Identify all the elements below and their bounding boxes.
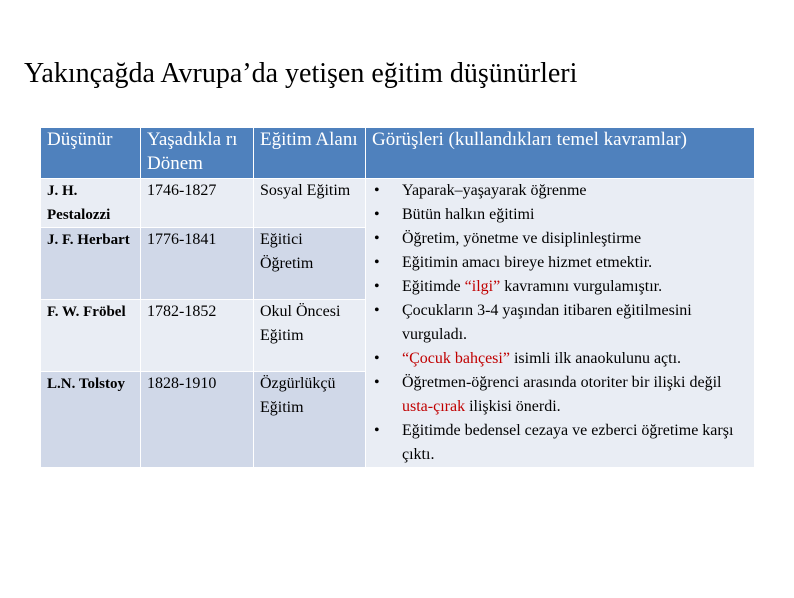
view-item: • Yaparak–yaşayarak öğrenme	[372, 179, 748, 203]
thinkers-table	[40, 127, 755, 468]
table-header-row	[41, 128, 755, 179]
thinker-field: Sosyal Eğitim	[254, 179, 366, 228]
highlight-text: usta-çırak	[402, 398, 466, 415]
thinker-period: 1782-1852	[141, 300, 254, 372]
view-item: • Bütün halkın eğitimi	[372, 203, 748, 227]
view-item: • Çocukların 3-4 yaşından itibaren eğitilmesini vurguladı.	[372, 299, 748, 347]
view-item: • Eğitimde “ilgi” kavramını vurgulamıştır.	[372, 275, 748, 299]
table-row	[41, 179, 755, 228]
header-views: Görüşleri (kullandıkları temel kavramlar)	[366, 128, 755, 179]
view-item: • Eğitimin amacı bireye hizmet etmektir.	[372, 251, 748, 275]
view-item: • Öğretmen-öğrenci arasında otoriter bir ilişki değil usta-çırak ilişkisi önerdi.	[372, 371, 748, 419]
view-item: • “Çocuk bahçesi” isimli ilk anaokulunu açtı.	[372, 347, 748, 371]
view-item: • Eğitimde bedensel cezaya ve ezberci öğretime karşı çıktı.	[372, 419, 748, 467]
header-period: Yaşadıkla rı Dönem	[141, 128, 254, 179]
thinker-name: L.N. Tolstoy	[41, 372, 141, 468]
highlight-text: “ilgi”	[464, 278, 501, 295]
thinker-field: Okul Öncesi Eğitim	[254, 300, 366, 372]
slide-title: Yakınçağda Avrupa’da yetişen eğitim düşünürleri	[24, 58, 578, 89]
views-cell	[366, 179, 755, 468]
thinker-period: 1828-1910	[141, 372, 254, 468]
highlight-text: “Çocuk bahçesi”	[402, 350, 510, 367]
thinker-name: F. W. Fröbel	[41, 300, 141, 372]
thinker-field: Özgürlükçü Eğitim	[254, 372, 366, 468]
view-item: • Öğretim, yönetme ve disiplinleştirme	[372, 227, 748, 251]
thinker-period: 1746-1827	[141, 179, 254, 228]
views-list	[372, 179, 748, 467]
thinker-name: J. H. Pestalozzi	[41, 179, 141, 228]
header-thinker: Düşünür	[41, 128, 141, 179]
thinker-name: J. F. Herbart	[41, 228, 141, 300]
header-field: Eğitim Alanı	[254, 128, 366, 179]
thinker-period: 1776-1841	[141, 228, 254, 300]
thinker-field: Eğitici Öğretim	[254, 228, 366, 300]
